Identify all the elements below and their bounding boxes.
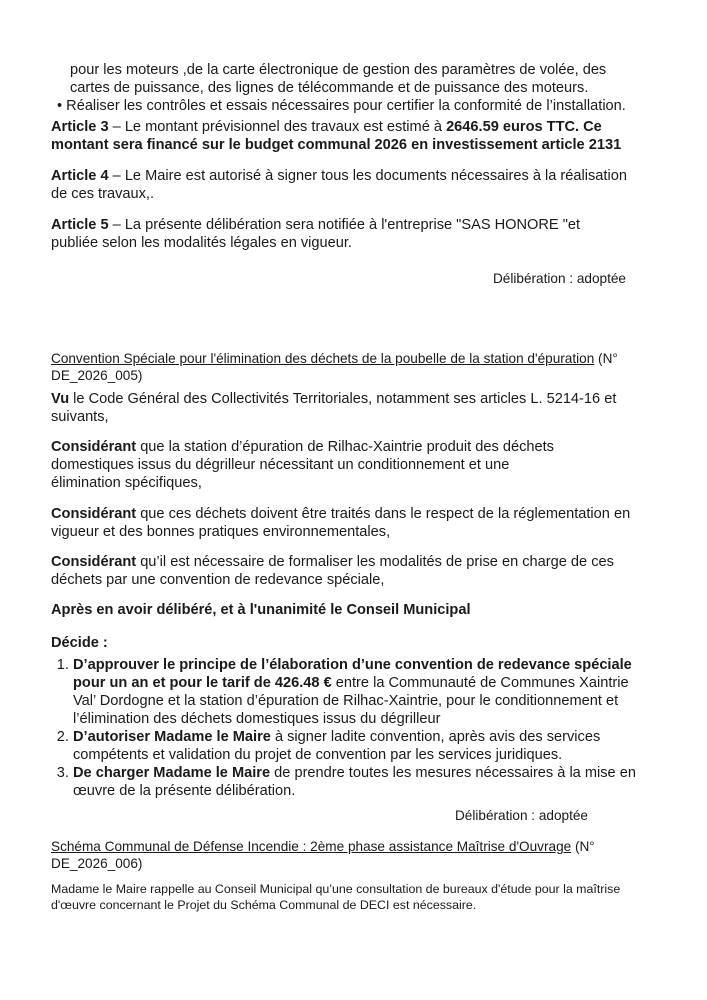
bullet-controles: • Réaliser les contrôles et essais nécessaires pour certifier la conformité de l’installation. bbox=[57, 98, 626, 114]
decision-item-1: 1. D’approuver le principe de l’élaboration d’une convention de redevance spéciale pour un an et pour le tarif de 426.48 € entre la Communauté de Communes Xaintrie Val’ Dordogne et la station d’épuration de Rilhac-Xaintrie, pour le conditionnement et l’élimination des déchets domestiques issus du dégrilleur bbox=[73, 656, 648, 728]
apres-deliberation: Après en avoir délibéré, et à l'unanimité le Conseil Municipal bbox=[51, 602, 471, 618]
article-5-label: Article 5 bbox=[51, 217, 109, 233]
convention-ref: (N° DE_2026_005) bbox=[51, 351, 618, 383]
schema-ref: (N° DE_2026_006) bbox=[51, 839, 595, 871]
decision-item-2: 2. D’autoriser Madame le Maire à signer ladite convention, après avis des services compétents et validation du projet de convention par les services juridiques. bbox=[73, 728, 648, 764]
section-title-convention bbox=[51, 350, 629, 384]
decide-heading: Décide : bbox=[51, 635, 108, 651]
considerant-1: Considérant que la station d’épuration de Rilhac-Xaintrie produit des déchets domestiques issus du dégrilleur nécessitant un conditionnement et une élimination spécifiques, bbox=[51, 439, 554, 491]
deliberation-result-2: Délibération : adoptée bbox=[454, 808, 588, 823]
considerant-2: Considérant que ces déchets doivent être traités dans le respect de la réglementation en vigueur et des bonnes pratiques environnementales, bbox=[51, 506, 631, 540]
article-3: Article 3 – Le montant prévisionnel des travaux est estimé à 2646.59 euros TTC. Ce montant sera financé sur le budget communal 2026 en investissement article 2131 bbox=[51, 119, 622, 153]
article-3-label: Article 3 bbox=[51, 119, 109, 135]
schema-paragraph: Madame le Maire rappelle au Conseil Municipal qu’une consultation de bureaux d'étude pour la maîtrise d'œuvre concernant le Projet du Schéma Communal de DECI est nécessaire. bbox=[51, 882, 621, 912]
continuation-line-1: pour les moteurs ,de la carte électronique de gestion des paramètres de volée, des bbox=[70, 62, 607, 78]
article-4: Article 4 – Le Maire est autorisé à signer tous les documents nécessaires à la réalisation de ces travaux,. bbox=[51, 168, 627, 202]
section-title-schema bbox=[51, 838, 629, 872]
considerant-3: Considérant qu’il est nécessaire de formaliser les modalités de prise en charge de ces déchets par une convention de redevance spéciale, bbox=[51, 554, 614, 588]
continuation-line-2: cartes de puissance, des lignes de télécommande et de puissance des moteurs. bbox=[70, 80, 589, 96]
decision-list bbox=[53, 656, 648, 800]
article-5: Article 5 – La présente délibération sera notifiée à l'entreprise "SAS HONORE "et publiée selon les modalités légales en vigueur. bbox=[51, 217, 581, 251]
schema-title: Schéma Communal de Défense Incendie : 2ème phase assistance Maîtrise d'Ouvrage bbox=[51, 839, 572, 854]
deliberation-result-1: Délibération : adoptée bbox=[492, 271, 626, 286]
vu-paragraph: Vu le Code Général des Collectivités Territoriales, notamment ses articles L. 5214-16 et suivants, bbox=[51, 391, 617, 425]
decision-item-3: 3. De charger Madame le Maire de prendre toutes les mesures nécessaires à la mise en œuvre de la présente délibération. bbox=[73, 764, 648, 800]
convention-title: Convention Spéciale pour l'élimination des déchets de la poubelle de la station d'épuration bbox=[51, 351, 595, 366]
article-3-amount: 2646.59 euros TTC. Ce montant sera financé sur le budget communal 2026 en investissement article 2131 bbox=[51, 119, 622, 153]
article-4-label: Article 4 bbox=[51, 168, 109, 184]
